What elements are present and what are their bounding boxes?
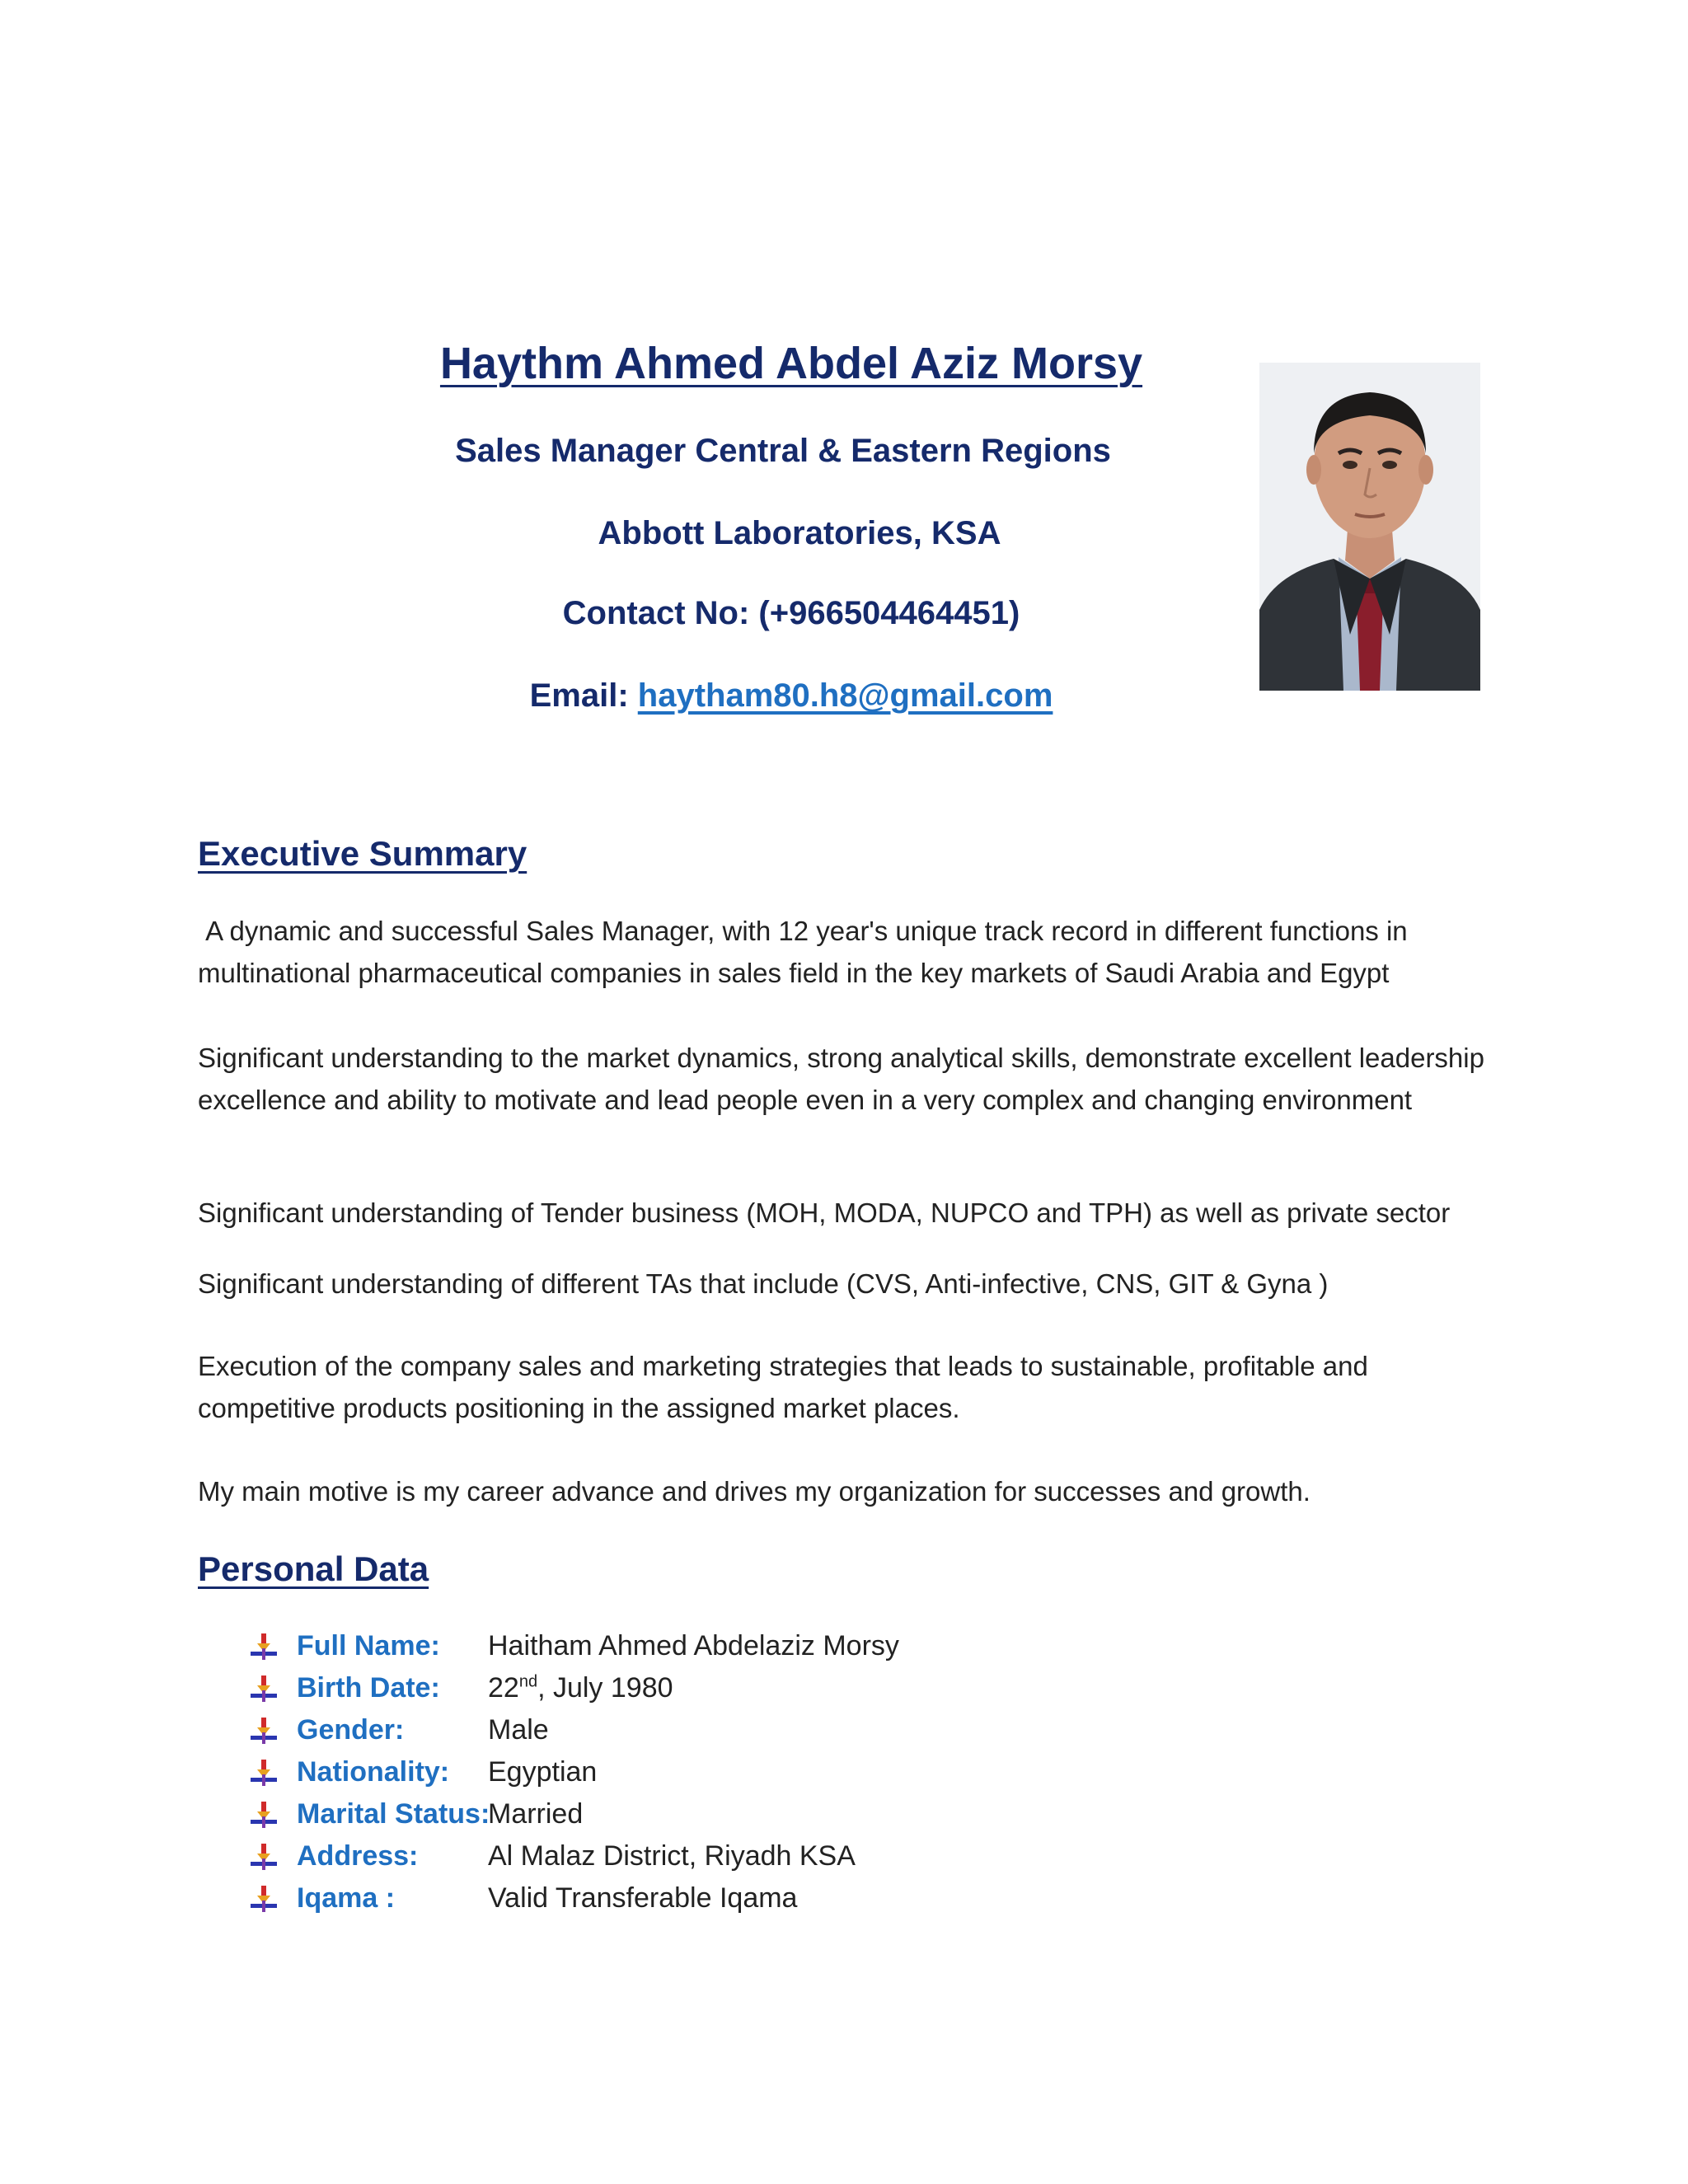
summary-paragraph-3: Significant understanding of Tender business (MOH, MODA, NUPCO and TPH) as well as private sector [198,1197,1451,1228]
personal-data-row-gender [247,1709,899,1751]
summary-paragraph-1: A dynamic and successful Sales Manager, with 12 year's unique track record in different functions in multinational pharmaceutical companies in sales field in the key markets of Saudi Arabia and Egypt [198,916,1415,988]
bullet-arrow-icon [247,1882,280,1915]
bullet-arrow-icon [247,1714,280,1747]
summary-paragraph-6: My main motive is my career advance and drives my organization for successes and growth. [198,1476,1311,1507]
address-label: Address: [297,1840,419,1872]
summary-paragraph-4: Significant understanding of different TAs that include (CVS, Anti-infective, CNS, GIT & Gyna ) [198,1268,1329,1299]
birth-date-label: Birth Date: [297,1672,440,1704]
personal-data-row-full-name [247,1625,899,1667]
email-link[interactable]: haytham80.h8@gmail.com [637,677,1053,714]
birth-day: 22 [488,1672,519,1704]
iqama-label: Iqama : [297,1882,396,1914]
personal-data-row-birth-date [247,1667,899,1709]
birth-date-value [488,1672,673,1704]
contact-number: Contact No: (+966504464451) [562,595,1020,631]
full-name-value: Haitham Ahmed Abdelaziz Morsy [488,1630,899,1661]
nationality-label: Nationality: [297,1756,450,1788]
marital-status-value: Married [488,1798,584,1830]
birth-month-year: , July 1980 [537,1672,673,1704]
executive-summary-heading: Executive Summary [198,834,528,873]
birth-day-suffix: nd [518,1672,538,1691]
bullet-arrow-icon [247,1798,280,1831]
personal-data-heading: Personal Data [198,1549,429,1588]
profile-photo [1259,363,1480,691]
personal-data-list [247,1625,899,1919]
summary-paragraph-5: Execution of the company sales and marketing strategies that leads to sustainable, profitable and competitive products positioning in the assigned market places. [198,1351,1368,1423]
address-value: Al Malaz District, Riyadh KSA [488,1840,856,1872]
email-label: Email: [529,677,629,714]
company-name: Abbott Laboratories, KSA [598,515,1001,551]
nationality-value: Egyptian [488,1756,598,1788]
bullet-arrow-icon [247,1756,280,1789]
bullet-arrow-icon [247,1630,280,1663]
full-name-label: Full Name: [297,1630,440,1661]
gender-label: Gender: [297,1714,405,1746]
iqama-value: Valid Transferable Iqama [488,1882,798,1914]
marital-status-label: Marital Status: [297,1798,490,1830]
personal-data-row-iqama [247,1877,899,1919]
personal-data-row-address [247,1835,899,1877]
summary-paragraph-2: Significant understanding to the market dynamics, strong analytical skills, demonstrate excellent leadership excellence and ability to motivate and lead people even in a very complex and changing environment [198,1043,1484,1115]
bullet-arrow-icon [247,1672,280,1705]
personal-data-row-nationality [247,1751,899,1793]
candidate-name: Haythm Ahmed Abdel Aziz Morsy [439,339,1143,388]
job-title: Sales Manager Central & Eastern Regions [455,433,1111,469]
gender-value: Male [488,1714,549,1746]
personal-data-row-marital-status [247,1793,899,1835]
profile-photo-illustration [1259,363,1480,691]
bullet-arrow-icon [247,1840,280,1873]
